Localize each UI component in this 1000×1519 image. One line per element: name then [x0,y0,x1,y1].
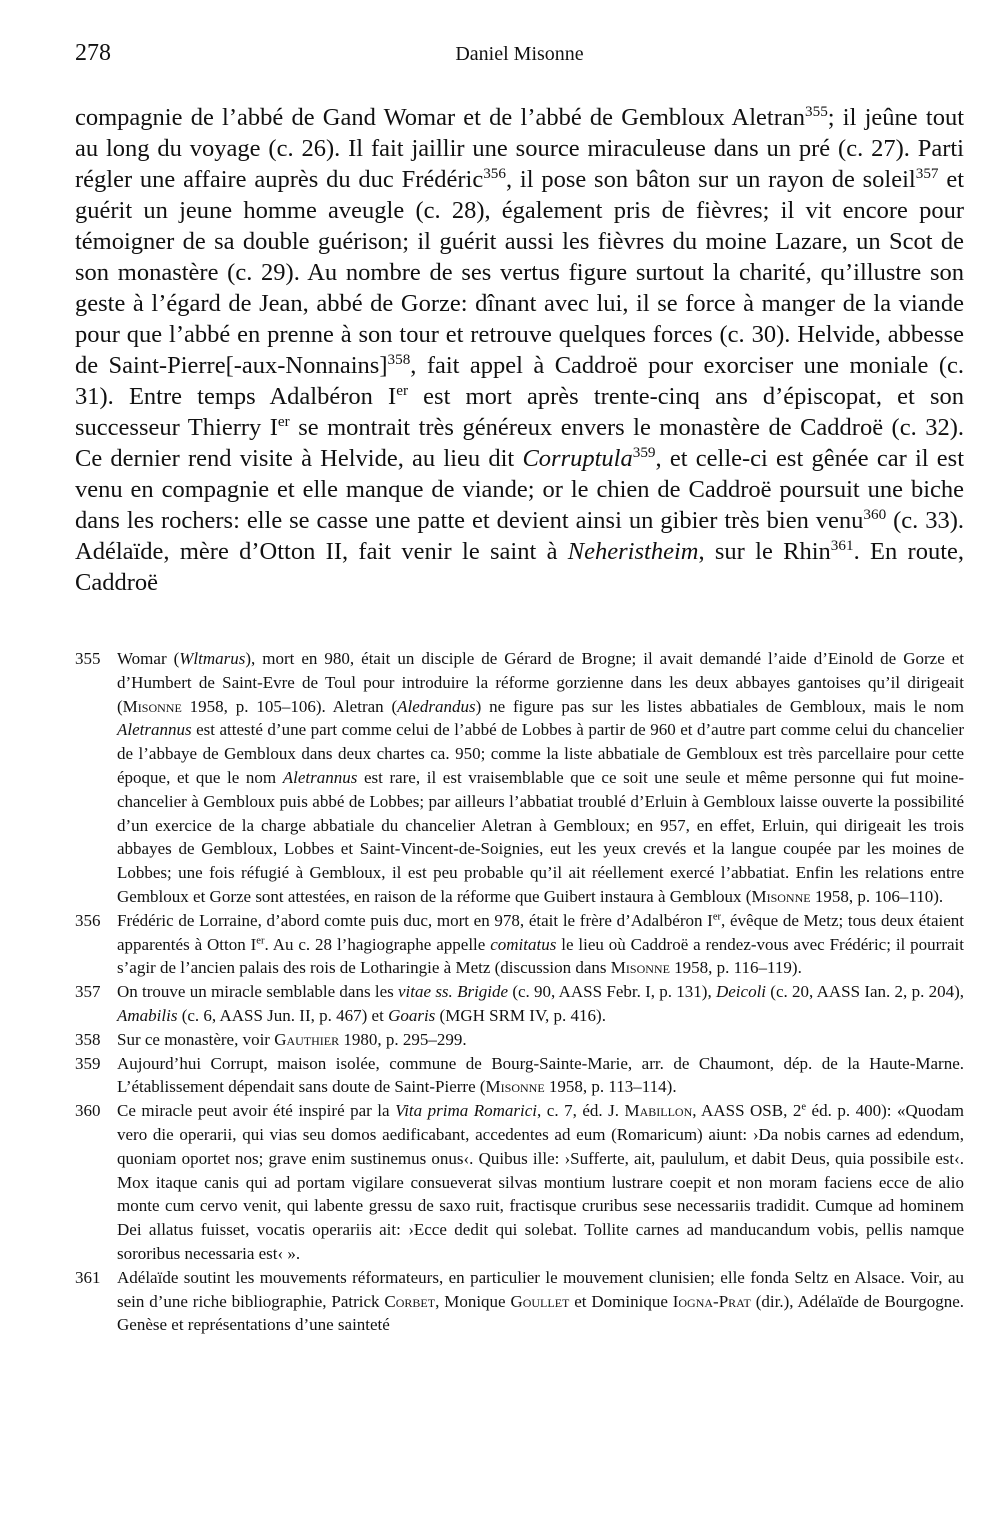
superscript-ref: 361 [830,536,854,554]
footnote-number: 357 [75,982,101,1002]
text-run: Ce miracle peut avoir été inspiré par la [117,1101,396,1121]
text-run: (c. 33). Adélaïde, mère d’Otton II, fait venir le saint à [75,507,964,565]
small-caps-author: Gauthier [274,1029,340,1049]
text-run: , c. 7, éd. J. [537,1101,625,1121]
text-run: ; il jeûne tout au long du voyage (c. 26). Il fait jaillir une source miraculeuse dans un pré (c. 27). Parti régler une affaire auprès du duc Frédéric [75,104,964,193]
footnote-text [117,1028,964,1052]
footnote [75,1266,964,1337]
text-run: se montrait très généreux envers le monastère de Caddroë (c. 32). Ce dernier rend visite à Helvide, au lieu dit [75,414,964,472]
footnote-number: 359 [75,1053,101,1073]
small-caps-author: Goullet [510,1291,570,1311]
italic-text: Amabilis [117,1005,178,1025]
text-run: et guérit un jeune homme aveugle (c. 28), également pris de fièvres; il vit encore pour témoigner de sa double guérison; il guérit aussi les fièvres du moine Lazare, un Scot de son monastère (c. 29). Au nombre de ses vertus figure surtout la charité, qu’illustre son geste à l’égard de Jean, abbé de Gorze: dînant avec lui, il se force à manger de la viande pour que l’abbé en prenne à son tour et retrouve quelques forces (c. 30). Helvide, abbesse de Saint-Pierre[-aux-Nonnains] [75,166,964,379]
text-run: , sur le Rhin [698,538,831,565]
italic-text: Corruptula [522,445,633,472]
text-run: (dir.), Adélaïde de Bourgogne. Genèse et représentations d’une sainteté [117,1291,965,1335]
italic-text: Aletrannus [117,720,192,740]
footnote-text [117,909,964,980]
text-run: , AASS OSB, 2 [692,1101,802,1121]
footnote-text [117,1266,964,1337]
small-caps-author: Misonne [485,1077,545,1097]
italic-text: vitae ss. Brigide [398,982,509,1002]
footnote-number: 355 [75,649,101,668]
small-caps-author: Mabillon [624,1101,693,1121]
text-run: . Au c. 28 l’hagiographe appelle [264,934,491,954]
footnote-number: 358 [75,1029,101,1049]
text-run: 1958, p. 116–119). [669,958,802,978]
italic-text: Deicoli [715,982,767,1002]
text-run: . En route, Caddroë [75,538,965,596]
text-run: , évêque de Metz; tous deux étaient apparentés à Otton I [117,910,964,954]
italic-text: Aledrandus [397,696,476,716]
superscript-ref: 355 [805,102,828,120]
italic-text: Goaris [388,1005,436,1025]
text-run: Frédéric de Lorraine, d’abord comte puis duc, mort en 978, était le frère d’Adalbéron I [117,910,713,930]
text-run: et Dominique [569,1291,673,1311]
text-run: (c. 20, AASS Ian. 2, p. 204), [766,982,964,1002]
text-run: est mort après trente-cinq ans d’épiscopat, et son successeur Thierry I [75,383,964,441]
small-caps-author: Misonne [610,958,670,978]
footnote-number: 361 [75,1267,101,1287]
text-run: (c. 6, AASS Jun. II, p. 467) et [177,1005,389,1025]
superscript-ref: er [712,911,722,923]
text-run: 1958, p. 113–114). [544,1077,677,1097]
small-caps-author: Misonne [122,696,182,716]
footnote-text [117,1099,964,1266]
italic-text: Aletrannus [282,767,358,787]
text-run: , il pose son bâton sur un rayon de soleil [505,166,916,193]
footnotes-section [75,647,964,1337]
footnote [75,1099,964,1266]
text-run: , fait appel à Caddroë pour exorciser une moniale (c. 31). Entre temps Adalbéron I [75,352,964,410]
text-run: 1980, p. 295–299. [339,1029,467,1049]
small-caps-author: Corbet [384,1291,436,1311]
italic-text: comitatus [490,934,557,954]
footnote-number: 360 [75,1101,101,1121]
italic-text: Wltmarus [179,649,246,668]
superscript-ref: er [256,934,265,946]
text-run: compagnie de l’abbé de Gand Womar et de l’abbé de Gembloux Aletran [75,104,806,131]
text-run: , et celle-ci est gênée car il est venu en compagnie et elle manque de viande; or le chien de Caddroë poursuit une biche dans les rochers: elle se casse une patte et devient ainsi un gibier très bien venu [75,445,964,534]
text-run: 1958, p. 105–106). Aletran ( [181,696,398,716]
footnote [75,980,964,1028]
text-run: ) ne figure pas sur les listes abbatiales de Gembloux, mais le nom [475,696,964,716]
footnote-text [117,1052,964,1100]
text-run: (MGH SRM IV, p. 416). [435,1005,606,1025]
superscript-ref: er [396,381,409,399]
superscript-ref: e [801,1101,807,1113]
footnote [75,1028,964,1052]
text-run: Sur ce monastère, voir [117,1029,275,1049]
footnote [75,909,964,980]
text-run: Aujourd’hui Corrupt, maison isolée, commune de Bourg-Sainte-Marie, arr. de Chaumont, dép. de la Haute-Marne. L’établissement dépendait sans doute de Saint-Pierre ( [117,1053,964,1097]
italic-text: Vita prima Romarici [395,1101,538,1121]
superscript-ref: 358 [387,350,411,368]
superscript-ref: 359 [632,443,656,461]
page-number: 278 [75,40,111,66]
superscript-ref: 356 [483,164,506,182]
text-run: éd. p. 400): «Quodam vero die operarii, qui vias seu domos aedificabant, accedentes ad eum (Romaricum) aiunt: ›Da nobis carnes ad edendum, quoniam oportet nos; grave enim sustinemus onus‹. Quibus ille: ›Sufferte, ait, paululum, et dabit Deus, quia possibile est‹. Mox itaque canis qui ad portam vigilare consueverat silvas montium lustrare coepit et non moram faciens ecce de alio monte cum cervo venit, qui labente gressu de saxo ruit, fractisque cruribus sese necessariis tradidit. Cumque ad hominem Dei allatus fuisset, vocatis operariis ait: ›Ecce dedit qui solebat. Tollite carnes ad manducandum vobis, pellis namque sororibus necessaria est‹ ». [117,1101,964,1263]
footnote [75,1052,964,1100]
footnote-text [117,647,964,909]
main-text-paragraph [75,102,964,598]
footnote-number: 356 [75,910,101,930]
text-run: est rare, il est vraisemblable que ce soit une seule et même personne qui fut moine-chancelier à Gembloux puis abbé de Lobbes; par ailleurs l’abbatiat troublé d’Erluin à Gembloux laisse ouverte la possibilité d’un exercice de la charge abbatiale du chancelier Aletran à Gembloux; en 957, en effet, Erluin, qui dirigeait les trois abbayes de Gembloux, Lobbes et Saint-Vincent-de-Soignies, eut les yeux crevés et la langue coupée par les moines de Lobbes; une fois réfugié à Gembloux, il est peu probable qu’il ait réellement exercé l’abbatiat. Enfin les relations entre Gembloux et Gorze sont attestées, en raison de la réforme que Guibert instaura à Gembloux ( [117,767,964,906]
text-run: ), mort en 980, était un disciple de Gérard de Brogne; il avait demandé l’aide d’Einold de Gorze et d’Humbert de Saint-Evre de Toul pour introduire la réforme gorzienne dans les deux abbayes gantoises qu’il dirigeait ( [117,649,964,716]
small-caps-author: Iogna-Prat [672,1291,751,1311]
text-run: , Monique [435,1291,511,1311]
running-head [75,40,964,80]
superscript-ref: er [277,412,290,430]
running-head-author: Daniel Misonne [455,43,584,65]
text-run: Womar ( [117,649,180,668]
footnote-text [117,980,964,1028]
text-run: est attesté d’une part comme celui de l’abbé de Lobbes à partir de 960 et d’autre part comme celui du chancelier de l’abbaye de Gembloux dans deux chartes ca. 950; comme la liste abbatiale de Gembloux est très parcellaire pour cette époque, et que le nom [117,720,964,787]
superscript-ref: 357 [915,164,939,182]
text-run: le lieu où Caddroë a rendez-vous avec Frédéric; il pourrait s’agir de l’ancien palais des rois de Lotharingie à Metz (discussion dans [117,934,964,978]
text-run: (c. 90, AASS Febr. I, p. 131), [508,982,716,1002]
italic-text: Neheristheim [567,538,699,565]
footnote [75,647,964,909]
text-run: 1958, p. 106–110). [810,886,944,906]
superscript-ref: 360 [863,505,887,523]
text-run: On trouve un miracle semblable dans les [117,982,399,1002]
small-caps-author: Misonne [751,886,811,906]
text-run: Adélaïde soutint les mouvements réformateurs, en particulier le mouvement clunisien; elle fonda Seltz en Alsace. Voir, au sein d’une riche bibliographie, Patrick [117,1267,964,1311]
